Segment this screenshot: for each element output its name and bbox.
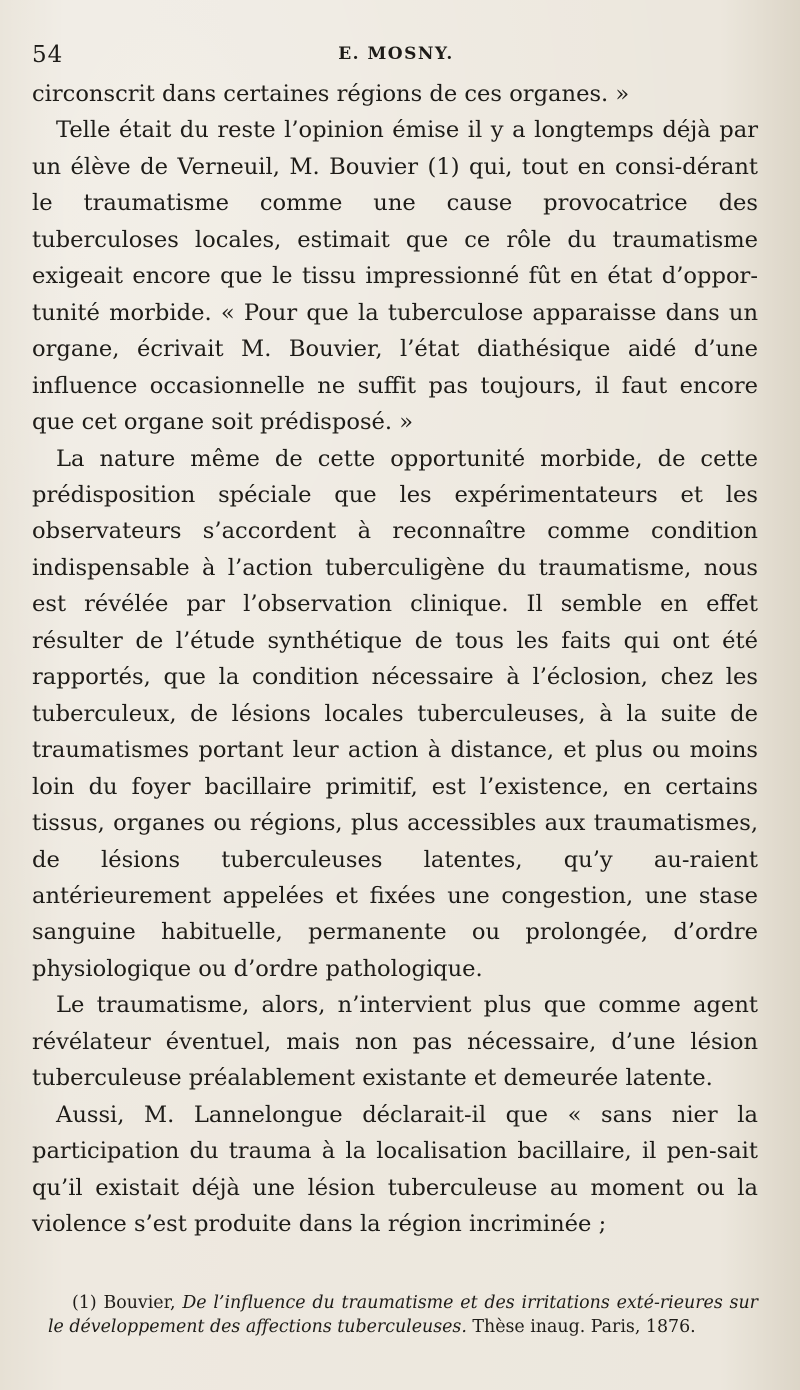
paragraph-morbid-opportunity: La nature même de cette opportunité morbide, de cette prédisposition spéciale que les expérimentateurs et les observateurs s’accordent à reconnaître comme condition indispensable à l’action tuberculigène du traumatisme, nous est révélée par l’observation clinique. Il semble en effet résulter de l’étude synthétique de tous les faits qui ont été rapportés, que la condition nécessaire à l’éclosion, chez les tuberculeux, de lésions locales tuberculeuses, à la suite de traumatismes portant leur action à distance, et plus ou moins loin du foyer bacillaire primitif, est l’existence, en certains tissus, organes ou régions, plus accessibles aux traumatismes, de lésions tuberculeuses latentes, qu’y au-raient antérieurement appelées et fixées une congestion, une stase sanguine habituelle, permanente ou prolongée, d’ordre physiologique ou d’ordre pathologique. xyxy=(32,445,758,982)
paragraph-trauma-revealer: Le traumatisme, alors, n’intervient plus que comme agent révélateur éventuel, mais non pas nécessaire, d’une lésion tuberculeuse préalablement existante et demeurée latente. xyxy=(32,992,758,1092)
footnotes xyxy=(48,1292,758,1339)
paragraph-lannelongue: Aussi, M. Lannelongue déclarait-il que « sans nier la participation du trauma à la localisation bacillaire, il pen-sait qu’il existait déjà une lésion tuberculeuse au moment ou la violence s’est produite dans la région incriminée ; xyxy=(32,1101,758,1238)
paragraph-bouvier-opinion: Telle était du reste l’opinion émise il y a longtemps déjà par un élève de Verneuil, M. Bouvier (1) qui, tout en consi-dérant le traumatisme comme une cause provocatrice des tuberculoses locales, estimait que ce rôle du traumatisme exigeait encore que le tissu impressionné fût en état d’oppor-tunité morbide. « Pour que la tuberculose apparaisse dans un organe, écrivait M. Bouvier, l’état diathésique aidé d’une influence occasionnelle ne suffit pas toujours, il faut encore que cet organe soit prédisposé. » xyxy=(32,117,758,436)
footnote-marker: (1) Bouvier, xyxy=(72,1293,183,1313)
page-header xyxy=(32,38,760,68)
paragraph-continuation: circonscrit dans certaines régions de ces organes. » xyxy=(32,81,630,107)
footnote-citation: Thèse inaug. Paris, 1876. xyxy=(466,1316,696,1337)
footnote-title: De l’influence du traumatisme et des irritations exté-rieures sur le développement des affections tuberculeuses. xyxy=(48,1293,758,1337)
footnote-1 xyxy=(48,1292,758,1339)
page-number: 54 xyxy=(32,42,64,68)
running-head: E. MOSNY. xyxy=(338,44,454,64)
body-text xyxy=(32,76,758,1243)
